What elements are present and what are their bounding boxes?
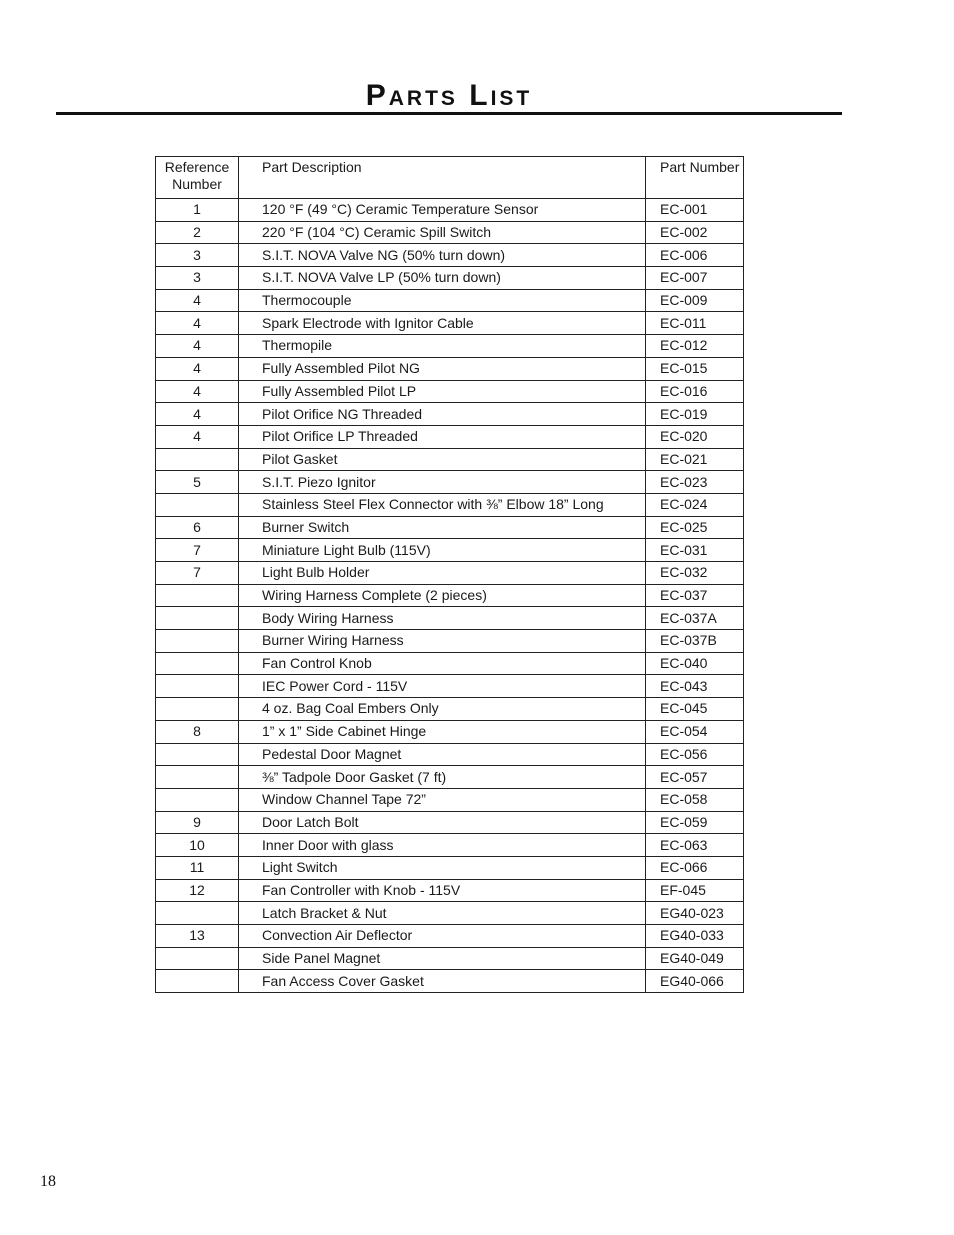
- part-number-cell: EC-019: [646, 403, 744, 426]
- part-number-cell: EC-037A: [646, 607, 744, 630]
- part-number-cell: EC-057: [646, 766, 744, 789]
- table-row: [156, 425, 744, 448]
- header-part-number: Part Number: [646, 157, 744, 199]
- part-number-cell: EC-012: [646, 335, 744, 358]
- reference-cell: 4: [156, 403, 239, 426]
- reference-cell: 11: [156, 856, 239, 879]
- reference-cell: 4: [156, 425, 239, 448]
- reference-cell: 4: [156, 312, 239, 335]
- description-cell: Fully Assembled Pilot NG: [239, 357, 646, 380]
- table-row: [156, 312, 744, 335]
- reference-cell: [156, 652, 239, 675]
- description-cell: IEC Power Cord - 115V: [239, 675, 646, 698]
- table-row: [156, 856, 744, 879]
- part-number-cell: EC-032: [646, 562, 744, 585]
- part-number-cell: EC-037: [646, 584, 744, 607]
- part-number-cell: EC-043: [646, 675, 744, 698]
- description-cell: Miniature Light Bulb (115V): [239, 539, 646, 562]
- description-cell: Body Wiring Harness: [239, 607, 646, 630]
- reference-cell: 8: [156, 720, 239, 743]
- description-cell: Window Channel Tape 72”: [239, 788, 646, 811]
- part-number-cell: EC-002: [646, 221, 744, 244]
- parts-table: [155, 156, 744, 993]
- part-number-cell: EC-006: [646, 244, 744, 267]
- description-cell: Thermocouple: [239, 289, 646, 312]
- description-cell: Thermopile: [239, 335, 646, 358]
- header-part-description: Part Description: [239, 157, 646, 199]
- part-number-cell: EC-066: [646, 856, 744, 879]
- table-row: [156, 403, 744, 426]
- table-header-row: [156, 157, 744, 199]
- title-rule: [56, 112, 842, 115]
- description-cell: S.I.T. NOVA Valve NG (50% turn down): [239, 244, 646, 267]
- part-number-cell: EC-063: [646, 834, 744, 857]
- description-cell: Side Panel Magnet: [239, 947, 646, 970]
- reference-cell: 10: [156, 834, 239, 857]
- table-row: [156, 720, 744, 743]
- page-number: 18: [40, 1173, 56, 1190]
- table-row: [156, 947, 744, 970]
- part-number-cell: EC-007: [646, 267, 744, 290]
- part-number-cell: EC-020: [646, 425, 744, 448]
- part-number-cell: EC-015: [646, 357, 744, 380]
- description-cell: S.I.T. NOVA Valve LP (50% turn down): [239, 267, 646, 290]
- table-row: [156, 766, 744, 789]
- part-number-cell: EC-023: [646, 471, 744, 494]
- description-cell: Pilot Gasket: [239, 448, 646, 471]
- table-row: [156, 675, 744, 698]
- part-number-cell: EG40-066: [646, 970, 744, 993]
- part-number-cell: EC-031: [646, 539, 744, 562]
- table-row: [156, 902, 744, 925]
- part-number-cell: EC-001: [646, 199, 744, 222]
- table-row: [156, 380, 744, 403]
- reference-cell: 2: [156, 221, 239, 244]
- table-row: [156, 788, 744, 811]
- part-number-cell: EC-045: [646, 698, 744, 721]
- table-row: [156, 539, 744, 562]
- reference-cell: 13: [156, 925, 239, 948]
- reference-cell: 4: [156, 289, 239, 312]
- description-cell: 1” x 1” Side Cabinet Hinge: [239, 720, 646, 743]
- table-row: [156, 698, 744, 721]
- table-row: [156, 244, 744, 267]
- description-cell: Latch Bracket & Nut: [239, 902, 646, 925]
- table-row: [156, 357, 744, 380]
- description-cell: Inner Door with glass: [239, 834, 646, 857]
- description-cell: Light Switch: [239, 856, 646, 879]
- table-row: [156, 970, 744, 993]
- description-cell: Pedestal Door Magnet: [239, 743, 646, 766]
- description-cell: Pilot Orifice NG Threaded: [239, 403, 646, 426]
- reference-cell: [156, 630, 239, 653]
- part-number-cell: EG40-033: [646, 925, 744, 948]
- table-row: [156, 925, 744, 948]
- reference-cell: 7: [156, 539, 239, 562]
- description-cell: ⅜” Tadpole Door Gasket (7 ft): [239, 766, 646, 789]
- reference-cell: 6: [156, 516, 239, 539]
- part-number-cell: EC-021: [646, 448, 744, 471]
- reference-cell: 3: [156, 244, 239, 267]
- reference-cell: [156, 493, 239, 516]
- table-row: [156, 221, 744, 244]
- reference-cell: [156, 698, 239, 721]
- description-cell: Fan Control Knob: [239, 652, 646, 675]
- reference-cell: 7: [156, 562, 239, 585]
- part-number-cell: EC-037B: [646, 630, 744, 653]
- table-row: [156, 743, 744, 766]
- table-row: [156, 607, 744, 630]
- reference-cell: [156, 947, 239, 970]
- part-number-cell: EC-009: [646, 289, 744, 312]
- reference-cell: [156, 743, 239, 766]
- part-number-cell: EC-058: [646, 788, 744, 811]
- reference-cell: 4: [156, 335, 239, 358]
- reference-cell: [156, 970, 239, 993]
- page-title: Parts List: [365, 79, 533, 112]
- description-cell: Fan Access Cover Gasket: [239, 970, 646, 993]
- part-number-cell: EG40-049: [646, 947, 744, 970]
- description-cell: 120 °F (49 °C) Ceramic Temperature Sensor: [239, 199, 646, 222]
- table-row: [156, 335, 744, 358]
- header-reference-number: Reference Number: [156, 157, 239, 199]
- description-cell: Spark Electrode with Ignitor Cable: [239, 312, 646, 335]
- reference-cell: [156, 766, 239, 789]
- description-cell: Wiring Harness Complete (2 pieces): [239, 584, 646, 607]
- part-number-cell: EC-025: [646, 516, 744, 539]
- parts-table-body: [156, 199, 744, 993]
- part-number-cell: EF-045: [646, 879, 744, 902]
- description-cell: Convection Air Deflector: [239, 925, 646, 948]
- description-cell: 220 °F (104 °C) Ceramic Spill Switch: [239, 221, 646, 244]
- description-cell: Door Latch Bolt: [239, 811, 646, 834]
- reference-cell: [156, 902, 239, 925]
- part-number-cell: EC-011: [646, 312, 744, 335]
- reference-cell: 1: [156, 199, 239, 222]
- reference-cell: [156, 448, 239, 471]
- reference-cell: [156, 675, 239, 698]
- part-number-cell: EC-024: [646, 493, 744, 516]
- reference-cell: 5: [156, 471, 239, 494]
- description-cell: Fan Controller with Knob - 115V: [239, 879, 646, 902]
- table-row: [156, 289, 744, 312]
- description-cell: Burner Wiring Harness: [239, 630, 646, 653]
- part-number-cell: EC-059: [646, 811, 744, 834]
- part-number-cell: EC-016: [646, 380, 744, 403]
- part-number-cell: EC-056: [646, 743, 744, 766]
- part-number-cell: EC-054: [646, 720, 744, 743]
- table-row: [156, 448, 744, 471]
- table-row: [156, 584, 744, 607]
- part-number-cell: EC-040: [646, 652, 744, 675]
- table-row: [156, 630, 744, 653]
- description-cell: 4 oz. Bag Coal Embers Only: [239, 698, 646, 721]
- reference-cell: [156, 584, 239, 607]
- table-row: [156, 516, 744, 539]
- table-row: [156, 652, 744, 675]
- table-row: [156, 811, 744, 834]
- reference-cell: [156, 788, 239, 811]
- reference-cell: 4: [156, 380, 239, 403]
- table-row: [156, 834, 744, 857]
- reference-cell: 3: [156, 267, 239, 290]
- description-cell: Burner Switch: [239, 516, 646, 539]
- description-cell: S.I.T. Piezo Ignitor: [239, 471, 646, 494]
- reference-cell: 9: [156, 811, 239, 834]
- description-cell: Light Bulb Holder: [239, 562, 646, 585]
- table-row: [156, 879, 744, 902]
- reference-cell: 4: [156, 357, 239, 380]
- table-row: [156, 562, 744, 585]
- reference-cell: 12: [156, 879, 239, 902]
- table-row: [156, 199, 744, 222]
- description-cell: Stainless Steel Flex Connector with ⅜” Elbow 18” Long: [239, 493, 646, 516]
- part-number-cell: EG40-023: [646, 902, 744, 925]
- table-row: [156, 267, 744, 290]
- description-cell: Fully Assembled Pilot LP: [239, 380, 646, 403]
- description-cell: Pilot Orifice LP Threaded: [239, 425, 646, 448]
- table-row: [156, 493, 744, 516]
- table-row: [156, 471, 744, 494]
- reference-cell: [156, 607, 239, 630]
